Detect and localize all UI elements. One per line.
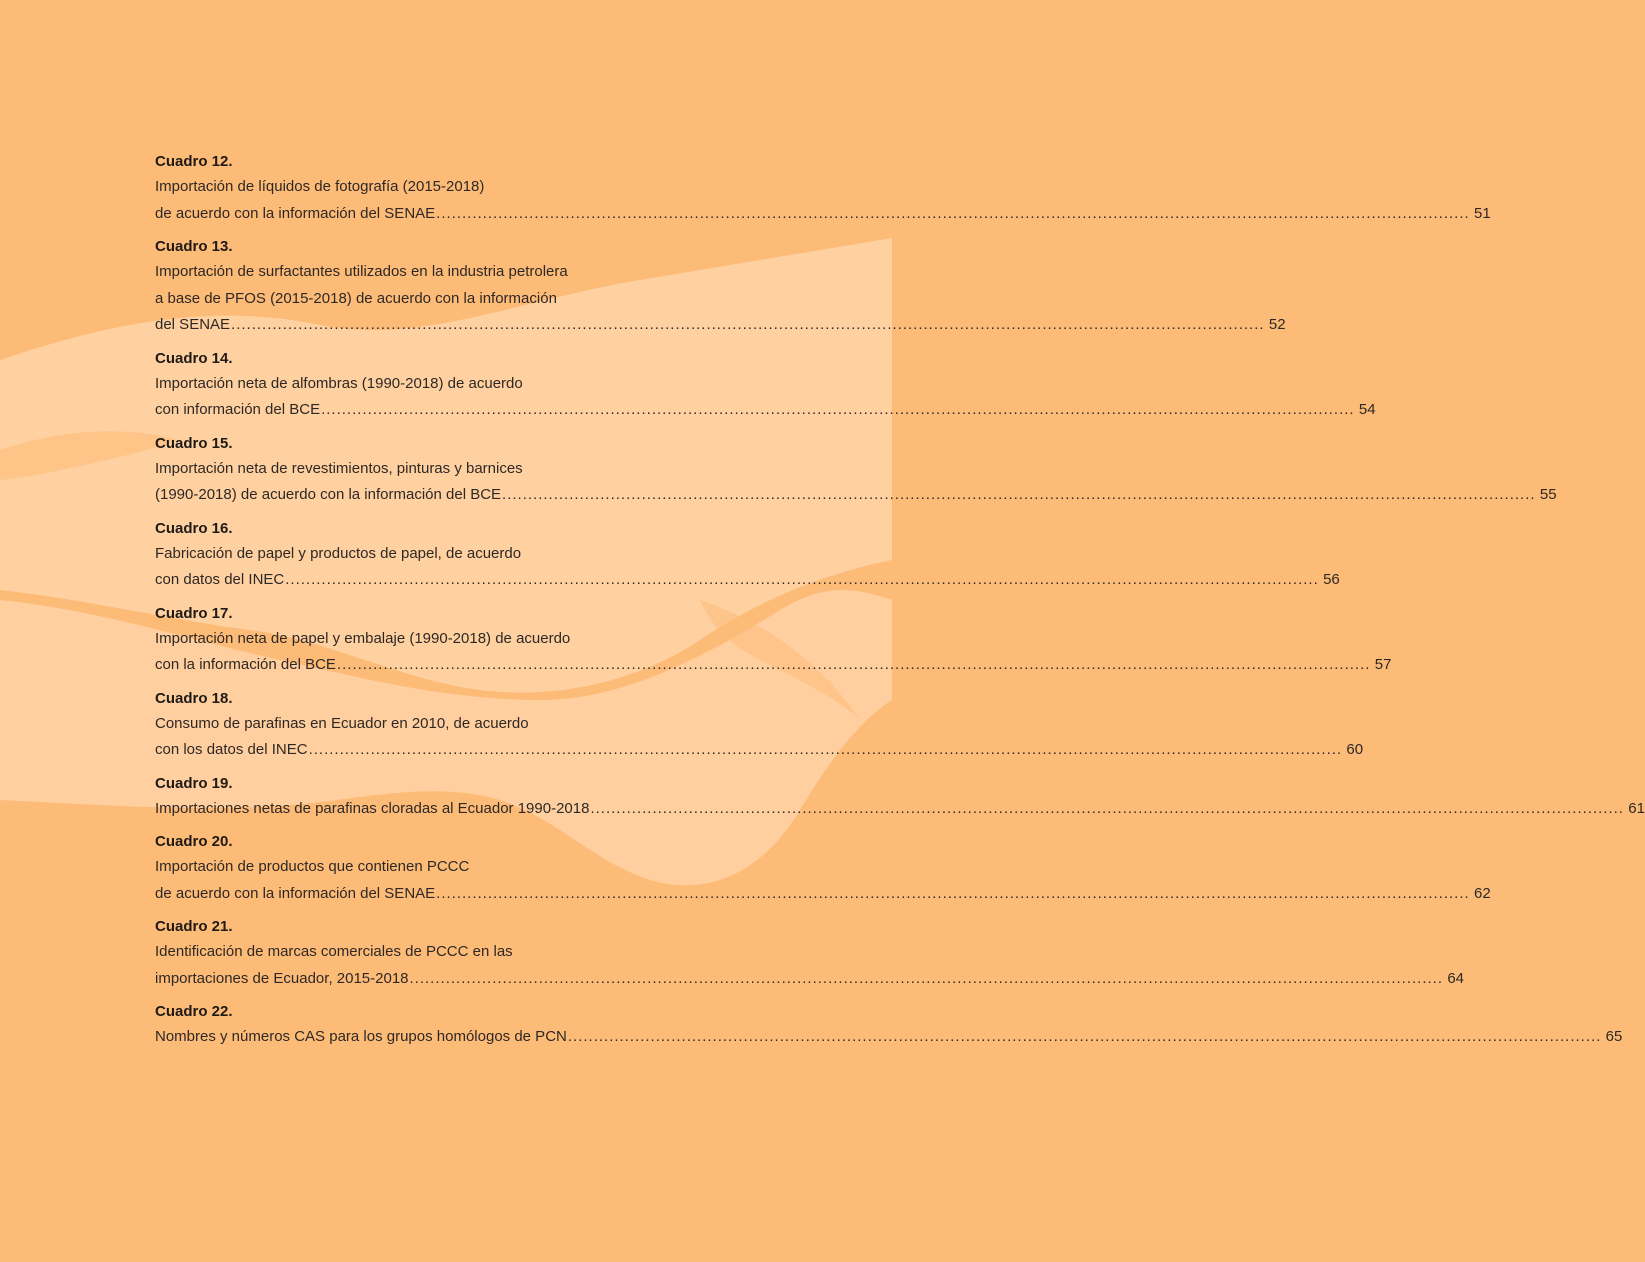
toc-entry-leader-line — [155, 567, 1340, 594]
toc-entry-title-line: de acuerdo con la información del SENAE — [155, 884, 436, 902]
toc-entry-title-line: Importación neta de revestimientos, pinturas y barnices — [155, 459, 523, 477]
dot-leader: ........................................................................................................................................................................................................ — [436, 884, 1470, 902]
toc-entry-label: Cuadro 15. — [155, 434, 233, 452]
toc-entry-leader-line — [155, 737, 1364, 764]
toc-entry-leader-line — [155, 312, 1286, 339]
entry-spacer — [155, 679, 670, 687]
toc-entry-title-line: a base de PFOS (2015-2018) de acuerdo con la información — [155, 289, 557, 307]
toc-entry-title-line: con información del BCE — [155, 401, 321, 418]
toc-entry[interactable] — [155, 602, 1392, 679]
toc-entry-title-line: con la información del BCE — [155, 656, 336, 673]
toc-entry-title-line: Fabricación de papel y productos de papel, de acuerdo — [155, 544, 522, 562]
toc-entry-title-line: (1990-2018) de acuerdo con la información del BCE — [155, 486, 502, 503]
toc-entry[interactable] — [155, 517, 1340, 594]
page-number: 55 — [1539, 486, 1557, 503]
toc-entry-title-line: de acuerdo con la información del SENAE — [155, 204, 436, 222]
entry-spacer — [155, 227, 670, 235]
toc-entry[interactable] — [155, 347, 1376, 424]
toc-entry-title-line: con los datos del INEC — [155, 741, 308, 758]
page-number: 61 — [1628, 799, 1645, 817]
toc-entry-label: Cuadro 21. — [155, 918, 233, 935]
entry-spacer — [155, 339, 670, 347]
toc-entry[interactable] — [155, 150, 1491, 227]
dot-leader: ........................................................................................................................................................................................................ — [409, 969, 1444, 987]
toc-entry[interactable] — [155, 772, 1645, 823]
page-number: 65 — [1605, 1028, 1623, 1045]
toc-entry-leader-line — [155, 397, 1376, 424]
entry-spacer — [155, 764, 670, 772]
entry-spacer — [155, 509, 670, 517]
page-number: 64 — [1447, 969, 1465, 987]
toc-entry-label: Cuadro 17. — [155, 604, 233, 622]
table-of-contents — [155, 150, 1645, 1051]
toc-entry-title-line: importaciones de Ecuador, 2015-2018 — [155, 969, 409, 987]
entry-spacer — [155, 822, 670, 830]
toc-entry-label: Cuadro 16. — [155, 519, 233, 537]
toc-entry-title-line: Importación de productos que contienen PCCC — [155, 858, 470, 875]
dot-leader: ........................................................................................................................................................................................................ — [336, 656, 1371, 673]
toc-entry-leader-line — [155, 796, 1645, 823]
page-number: 57 — [1374, 656, 1392, 673]
toc-entry-title-line: con datos del INEC — [155, 571, 285, 588]
toc-entry-title-line: Importación de líquidos de fotografía (2015-2018) — [155, 178, 485, 195]
toc-entry[interactable] — [155, 915, 1465, 992]
toc-entry[interactable] — [155, 687, 1364, 764]
dot-leader: ........................................................................................................................................................................................................ — [436, 204, 1470, 222]
toc-entry-leader-line — [155, 482, 1557, 509]
toc-entry-title-line: Identificación de marcas comerciales de PCCC en las — [155, 943, 513, 960]
toc-entry[interactable] — [155, 432, 1557, 509]
toc-entry-title-line: Importación neta de papel y embalaje (1990-2018) de acuerdo — [155, 629, 571, 647]
toc-entry[interactable] — [155, 235, 1286, 339]
toc-entry-title-line: Consumo de parafinas en Ecuador en 2010, de acuerdo — [155, 714, 529, 732]
page-number: 60 — [1346, 741, 1364, 758]
dot-leader: ........................................................................................................................................................................................................ — [231, 316, 1265, 333]
dot-leader: ........................................................................................................................................................................................................ — [590, 799, 1624, 817]
page-number: 51 — [1473, 204, 1491, 222]
toc-entry-leader-line — [155, 201, 1491, 228]
toc-entry-label: Cuadro 20. — [155, 833, 233, 850]
toc-entry-label: Cuadro 12. — [155, 153, 233, 170]
toc-entry-label: Cuadro 22. — [155, 1003, 233, 1020]
dot-leader: ........................................................................................................................................................................................................ — [321, 401, 1355, 418]
toc-entry-label: Cuadro 14. — [155, 349, 233, 367]
toc-entry-label: Cuadro 19. — [155, 774, 233, 792]
entry-spacer — [155, 992, 670, 1000]
toc-entry-title-line: Nombres y números CAS para los grupos homólogos de PCN — [155, 1028, 567, 1045]
dot-leader: ........................................................................................................................................................................................................ — [502, 486, 1536, 503]
page-number: 52 — [1268, 316, 1286, 333]
dot-leader: ........................................................................................................................................................................................................ — [567, 1028, 1602, 1045]
toc-entry[interactable] — [155, 1000, 1623, 1051]
dot-leader: ........................................................................................................................................................................................................ — [308, 741, 1343, 758]
page-number: 54 — [1358, 401, 1376, 418]
toc-entry-label: Cuadro 13. — [155, 238, 233, 255]
page-number: 56 — [1323, 571, 1340, 588]
toc-entry-leader-line — [155, 881, 1491, 908]
entry-spacer — [155, 907, 670, 915]
toc-entry-title-line: Importación neta de alfombras (1990-2018) de acuerdo — [155, 374, 523, 392]
toc-entry[interactable] — [155, 830, 1491, 907]
toc-entry-title-line: del SENAE — [155, 316, 231, 333]
toc-entry-leader-line — [155, 652, 1392, 679]
entry-spacer — [155, 424, 670, 432]
entry-spacer — [155, 594, 670, 602]
toc-entry-leader-line — [155, 1024, 1623, 1051]
toc-entry-label: Cuadro 18. — [155, 689, 233, 707]
toc-entry-title-line: Importación de surfactantes utilizados en la industria petrolera — [155, 263, 568, 280]
dot-leader: ........................................................................................................................................................................................................ — [285, 571, 1319, 588]
page-number: 62 — [1473, 884, 1491, 902]
toc-entry-leader-line — [155, 966, 1465, 993]
toc-entry-title-line: Importaciones netas de parafinas cloradas al Ecuador 1990-2018 — [155, 799, 590, 817]
